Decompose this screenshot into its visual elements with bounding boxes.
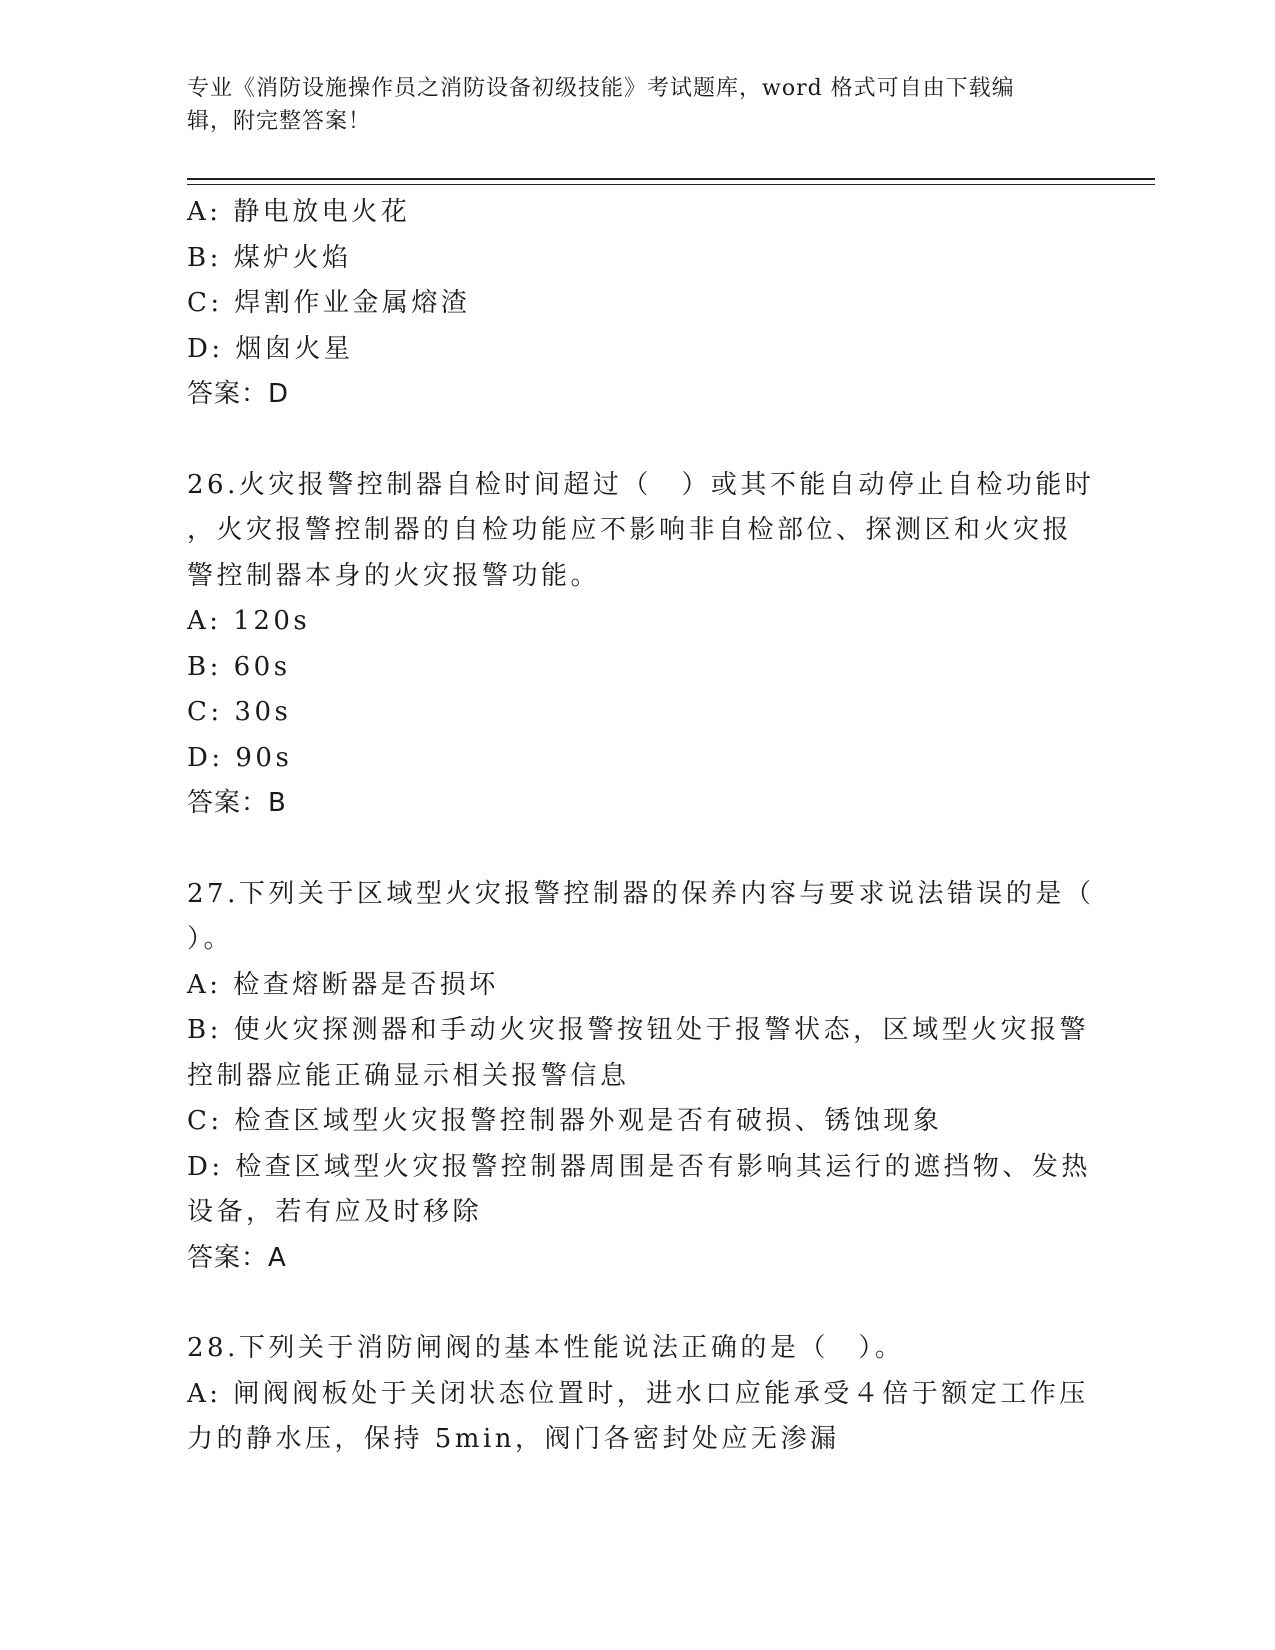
- option-c: C: 30s: [187, 697, 292, 727]
- option-d: D: 烟囱火星: [187, 333, 354, 364]
- answer: 答案：D: [187, 379, 290, 409]
- header-line-1: 专业《消防设施操作员之消防设备初级技能》考试题库，word 格式可自由下载编: [187, 76, 1015, 101]
- option-b-continued: 控制器应能正确显示相关报警信息: [187, 1060, 630, 1091]
- question-stem-line: 28.下列关于消防闸阀的基本性能说法正确的是（ ）。: [187, 1333, 905, 1363]
- page-header: [187, 72, 1067, 138]
- option-d-continued: 设备，若有应及时移除: [187, 1197, 483, 1227]
- option-d: D: 检查区域型火灾报警控制器周围是否有影响其运行的遮挡物、发热: [187, 1151, 1091, 1182]
- answer: 答案：A: [187, 1242, 287, 1273]
- question-28: [187, 1326, 1089, 1463]
- option-a: A: 120s: [187, 606, 311, 636]
- option-b: B: 使火灾探测器和手动火灾报警按钮处于报警状态，区域型火灾报警: [187, 1015, 1090, 1045]
- question-stem-line: 警控制器本身的火灾报警功能。: [187, 560, 601, 591]
- option-a: A: 静电放电火花: [187, 197, 411, 227]
- header-line-2: 辑，附完整答案！: [187, 109, 372, 134]
- question-stem-line: ，火灾报警控制器的自检功能应不影响非自检部位、探测区和火灾报: [187, 515, 1073, 545]
- question-26: [187, 463, 1095, 827]
- header-rule-thin: [187, 184, 1155, 185]
- question-27: [187, 872, 1095, 1282]
- option-d: D: 90s: [187, 742, 293, 773]
- option-b: B: 煤炉火焰: [187, 242, 352, 273]
- option-a: A: 检查熔断器是否损坏: [187, 969, 499, 1000]
- option-c: C: 焊割作业金属熔渣: [187, 288, 471, 318]
- answer: 答案：B: [187, 788, 287, 818]
- question-stem-line: ）。: [187, 924, 234, 954]
- option-b: B: 60s: [187, 651, 291, 682]
- option-a-continued: 力的静水压，保持 5min，阀门各密封处应无渗漏: [187, 1424, 840, 1454]
- question-stem-line: 26.火灾报警控制器自检时间超过（ ）或其不能自动停止自检功能时: [187, 469, 1095, 500]
- option-a: A: 闸阀阀板处于关闭状态位置时，进水口应能承受４倍于额定工作压: [187, 1378, 1089, 1409]
- question-stem-line: 27.下列关于区域型火灾报警控制器的保养内容与要求说法错误的是（: [187, 878, 1095, 909]
- option-c: C: 检查区域型火灾报警控制器外观是否有破损、锈蚀现象: [187, 1106, 943, 1136]
- question-25: [187, 190, 1077, 418]
- header-rule-thick: [187, 178, 1155, 180]
- question-list: [187, 190, 1095, 1463]
